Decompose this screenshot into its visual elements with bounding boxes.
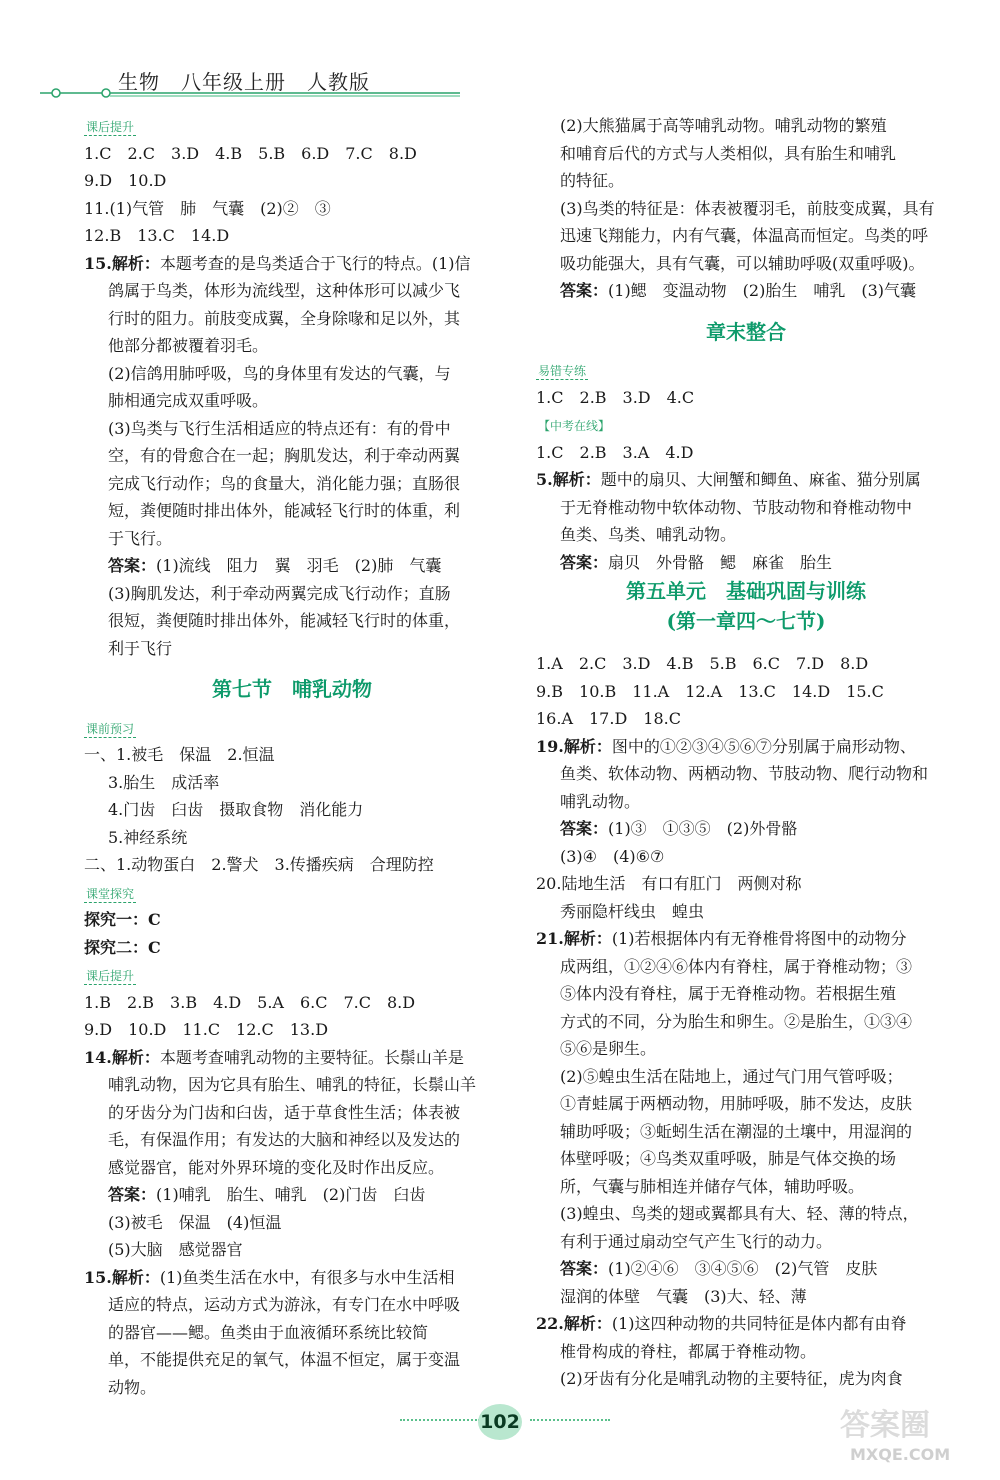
analysis-text: 本题考查的是鸟类适合于飞行的特点。(1)信 xyxy=(159,253,471,273)
text-line: 行时的阻力。前肢变成翼，全身除喙和足以外，其 xyxy=(108,308,461,328)
answer-item xyxy=(84,552,500,580)
answer-text: (1)②④⑥ ③④⑤⑥ (2)气管 皮肤 xyxy=(608,1259,878,1278)
unit-heading: 第五单元 基础巩固与训练 xyxy=(626,579,866,603)
page-header-title: 生物 八年级上册 人教版 xyxy=(118,70,370,94)
analysis-item xyxy=(536,466,956,494)
answer-label: 答案： xyxy=(560,819,609,838)
section-tag: 课前预习 xyxy=(86,721,135,736)
text-line: (3)胸肌发达，利于牵动两翼完成飞行动作；直肠 xyxy=(108,583,451,603)
answer-label: 答案： xyxy=(108,1185,157,1204)
answer-item xyxy=(84,1181,500,1209)
text-line: 的特征。 xyxy=(560,171,625,190)
text-line: 迅速飞翔能力，内有气囊，体温高而恒定。鸟类的呼 xyxy=(560,226,929,245)
page-number-label: 102 xyxy=(478,1404,522,1440)
right-column xyxy=(536,112,956,1393)
text-line: 空，有的骨愈合在一起；胸肌发达，利于牵动两翼 xyxy=(108,446,461,465)
answer-line: 1.C 2.B 3.A 4.D xyxy=(536,442,694,462)
text-line: 和哺育后代的方式与人类相似，具有胎生和哺乳 xyxy=(560,143,897,163)
text-line: (3)蝗虫、鸟类的翅或翼都具有大、轻、薄的特点， xyxy=(560,1204,919,1223)
text-line: ①青蛙属于两栖动物，用肺呼吸，肺不发达，皮肤 xyxy=(560,1094,913,1113)
page-number-divider-right xyxy=(530,1419,610,1421)
text-line: (2)⑤蝗虫生活在陆地上，通过气门用气管呼吸； xyxy=(560,1066,903,1086)
analysis-label: 5.解析： xyxy=(536,470,601,489)
section-tag-row xyxy=(84,112,500,140)
section-tag: 课后提升 xyxy=(86,969,135,983)
answer-text: (1)流线 阻力 翼 羽毛 (2)肺 气囊 xyxy=(156,556,442,575)
answer-line: 12.B 13.C 14.D xyxy=(84,226,230,245)
text-line: ⑤体内没有脊柱，属于无脊椎动物。若根据生殖 xyxy=(560,984,897,1003)
answer-label: 答案： xyxy=(108,556,157,575)
answer-line: 探究一：C xyxy=(84,910,161,929)
section-tag: 课堂探究 xyxy=(86,886,135,901)
answer-item xyxy=(536,1255,956,1283)
analysis-text: (1)这四种动物的共同特征是体内都有由脊 xyxy=(611,1314,907,1333)
text-line: 短，粪便随时排出体外，能减轻飞行时的体重，利 xyxy=(108,501,461,520)
text-line: 毛，有保温作用；有发达的大脑和神经以及发达的 xyxy=(108,1130,461,1149)
spacer xyxy=(536,636,956,650)
text-line: 于无脊椎动物中软体动物、节肢动物和脊椎动物中 xyxy=(560,497,913,517)
left-column xyxy=(84,112,500,1401)
text-line: 适应的特点，运动方式为游泳，有专门在水中呼吸 xyxy=(108,1295,461,1314)
unit-heading: (第一章四～七节) xyxy=(666,609,826,633)
text-line: 动物。 xyxy=(108,1377,157,1397)
text-line: 很短，粪便随时排出体外，能减轻飞行时的体重， xyxy=(108,611,461,630)
text-line: 的牙齿分为门齿和臼齿，适于草食性生活；体表被 xyxy=(108,1102,461,1122)
answer-line: 9.B 10.B 11.A 12.A 13.C 14.D 15.C xyxy=(536,681,884,701)
analysis-label: 19.解析： xyxy=(536,736,612,756)
text-line: 椎骨构成的脊柱，都属于脊椎动物。 xyxy=(560,1341,817,1361)
text-line: (2)大熊猫属于高等哺乳动物。哺乳动物的繁殖 xyxy=(560,116,887,135)
answer-line: 20.陆地生活 有口有肛门 两侧对称 xyxy=(536,874,802,893)
section-heading: 第七节 哺乳动物 xyxy=(212,677,372,701)
answer-text: (1)③ ①③⑤ (2)外骨骼 xyxy=(608,819,798,838)
answer-line: 探究二：C xyxy=(84,937,161,957)
text-line: 利于飞行 xyxy=(108,638,173,658)
section-heading: 章末整合 xyxy=(706,319,786,344)
text-line: 鱼类、鸟类、哺乳动物。 xyxy=(560,525,737,544)
text-line: 的器官——鳃。鱼类由于血液循环系统比较简 xyxy=(108,1322,429,1342)
text-line: 单，不能提供充足的氧气，体温不恒定，属于变温 xyxy=(108,1350,461,1369)
section-tag: 课后提升 xyxy=(86,120,135,134)
text-line: (3)鸟类的特征是：体表被覆羽毛，前肢变成翼，具有 xyxy=(560,198,935,218)
analysis-item xyxy=(84,1264,500,1292)
text-line: 4.门齿 臼齿 摄取食物 消化能力 xyxy=(108,800,364,819)
answer-line: 1.C 2.B 3.D 4.C xyxy=(536,387,695,407)
text-line: 5.神经系统 xyxy=(108,827,188,847)
text-line: 完成飞行动作；鸟的食量大，消化能力强；直肠很 xyxy=(108,473,461,493)
answer-label: 答案： xyxy=(560,1259,609,1278)
answer-line: 9.D 10.D 11.C 12.C 13.D xyxy=(84,1020,329,1039)
text-line: ⑤⑥是卵生。 xyxy=(560,1039,657,1058)
text-line: (2)信鸽用肺呼吸，鸟的身体里有发达的气囊，与 xyxy=(108,363,451,383)
text-line: 湿润的体壁 气囊 (3)大、轻、薄 xyxy=(560,1286,807,1306)
page-number-divider-left xyxy=(400,1419,480,1421)
text-line: 鱼类、软体动物、两栖动物、节肢动物、爬行动物和 xyxy=(560,764,929,783)
section-tag-row xyxy=(84,879,500,907)
answer-label: 答案： xyxy=(560,552,609,572)
analysis-label: 15.解析： xyxy=(84,253,160,273)
analysis-text: 图中的①②③④⑤⑥⑦分别属于扁形动物、 xyxy=(611,736,916,756)
watermark-url: MXQE.COM xyxy=(850,1445,951,1464)
text-line: 辅助呼吸；③蚯蚓生活在潮湿的土壤中，用湿润的 xyxy=(560,1121,913,1141)
answer-item xyxy=(536,277,956,305)
text-line: (3)被毛 保温 (4)恒温 xyxy=(108,1212,282,1232)
analysis-label: 22.解析： xyxy=(536,1314,612,1333)
analysis-label: 15.解析： xyxy=(84,1267,160,1287)
answer-label: 答案： xyxy=(560,281,609,300)
answer-item xyxy=(536,549,956,577)
analysis-text: (1)鱼类生活在水中，有很多与水中生活相 xyxy=(159,1267,455,1287)
analysis-item xyxy=(536,925,956,953)
text-line: 有利于通过扇动空气产生飞行的动力。 xyxy=(560,1231,833,1251)
section-tag-row xyxy=(536,411,956,439)
text-line: 肺相通完成双重呼吸。 xyxy=(108,391,269,410)
answer-line: 9.D 10.D xyxy=(84,171,167,190)
text-line: 方式的不同，分为胎生和卵生。②是胎生，①③④ xyxy=(560,1011,913,1031)
text-line: 3.胎生 成活率 xyxy=(108,772,220,792)
analysis-text: (1)若根据体内有无脊椎骨将图中的动物分 xyxy=(611,929,907,948)
text-line: 哺乳动物。 xyxy=(560,791,641,811)
section-tag: 易错专练 xyxy=(538,364,587,378)
answer-line: 1.C 2.C 3.D 4.B 5.B 6.D 7.C 8.D xyxy=(84,143,417,163)
analysis-label: 21.解析： xyxy=(536,929,612,948)
answer-line: 11.(1)气管 肺 气囊 (2)② ③ xyxy=(84,198,331,218)
analysis-item xyxy=(536,733,956,761)
text-line: 于飞行。 xyxy=(108,528,173,548)
text-line: 体壁呼吸；④鸟类双重呼吸，肺是气体交换的场 xyxy=(560,1149,897,1168)
text-line: 鸽属于鸟类，体形为流线型，这种体形可以减少飞 xyxy=(108,281,461,300)
answer-line: 一、1.被毛 保温 2.恒温 xyxy=(84,745,275,764)
watermark-logo: 答案圈 xyxy=(840,1408,930,1443)
text-line: (3)④ (4)⑥⑦ xyxy=(560,846,665,866)
section-tag-row xyxy=(536,356,956,384)
answer-line: 二、1.动物蛋白 2.警犬 3.传播疾病 合理防控 xyxy=(84,855,434,874)
text-line: (2)牙齿有分化是哺乳动物的主要特征，虎为肉食 xyxy=(560,1369,903,1388)
answer-line: 16.A 17.D 18.C xyxy=(536,709,681,728)
text-line: 秀丽隐杆线虫 蝗虫 xyxy=(560,901,705,921)
answer-text: 扇贝 外骨骼 鳃 麻雀 胎生 xyxy=(608,552,833,572)
text-line: 他部分都被覆着羽毛。 xyxy=(108,336,269,355)
text-line: (5)大脑 感觉器官 xyxy=(108,1240,243,1259)
analysis-item xyxy=(536,1310,956,1338)
analysis-text: 题中的扇贝、大闸蟹和鲫鱼、麻雀、猫分别属 xyxy=(600,470,921,489)
text-line: 感觉器官，能对外界环境的变化及时作出反应。 xyxy=(108,1157,445,1177)
text-line: 所，气囊与肺相连并储存气体，辅助呼吸。 xyxy=(560,1176,865,1196)
analysis-item xyxy=(84,1044,500,1072)
answer-line: 1.A 2.C 3.D 4.B 5.B 6.C 7.D 8.D xyxy=(536,654,869,673)
answer-line: 1.B 2.B 3.B 4.D 5.A 6.C 7.C 8.D xyxy=(84,992,416,1012)
page-number xyxy=(470,1404,530,1440)
text-line: 哺乳动物，因为它具有胎生、哺乳的特征，长鬃山羊 xyxy=(108,1075,477,1094)
text-line: 吸功能强大，具有气囊，可以辅助呼吸(双重呼吸)。 xyxy=(560,253,925,273)
analysis-label: 14.解析： xyxy=(84,1047,160,1067)
analysis-item xyxy=(84,250,500,278)
text-line: (3)鸟类与飞行生活相适应的特点还有：有的骨中 xyxy=(108,418,451,438)
analysis-text: 本题考查哺乳动物的主要特征。长鬃山羊是 xyxy=(159,1047,464,1067)
answer-item xyxy=(536,815,956,843)
page-header xyxy=(40,60,480,110)
section-tag-row xyxy=(84,961,500,989)
answer-text: (1)鳃 变温动物 (2)胎生 哺乳 (3)气囊 xyxy=(608,281,917,300)
section-tag-row xyxy=(84,714,500,742)
section-tag: 【中考在线】 xyxy=(538,419,611,433)
answer-text: (1)哺乳 胎生、哺乳 (2)门齿 臼齿 xyxy=(156,1185,426,1204)
text-line: 成两组，①②④⑥体内有脊柱，属于脊椎动物；③ xyxy=(560,956,913,976)
